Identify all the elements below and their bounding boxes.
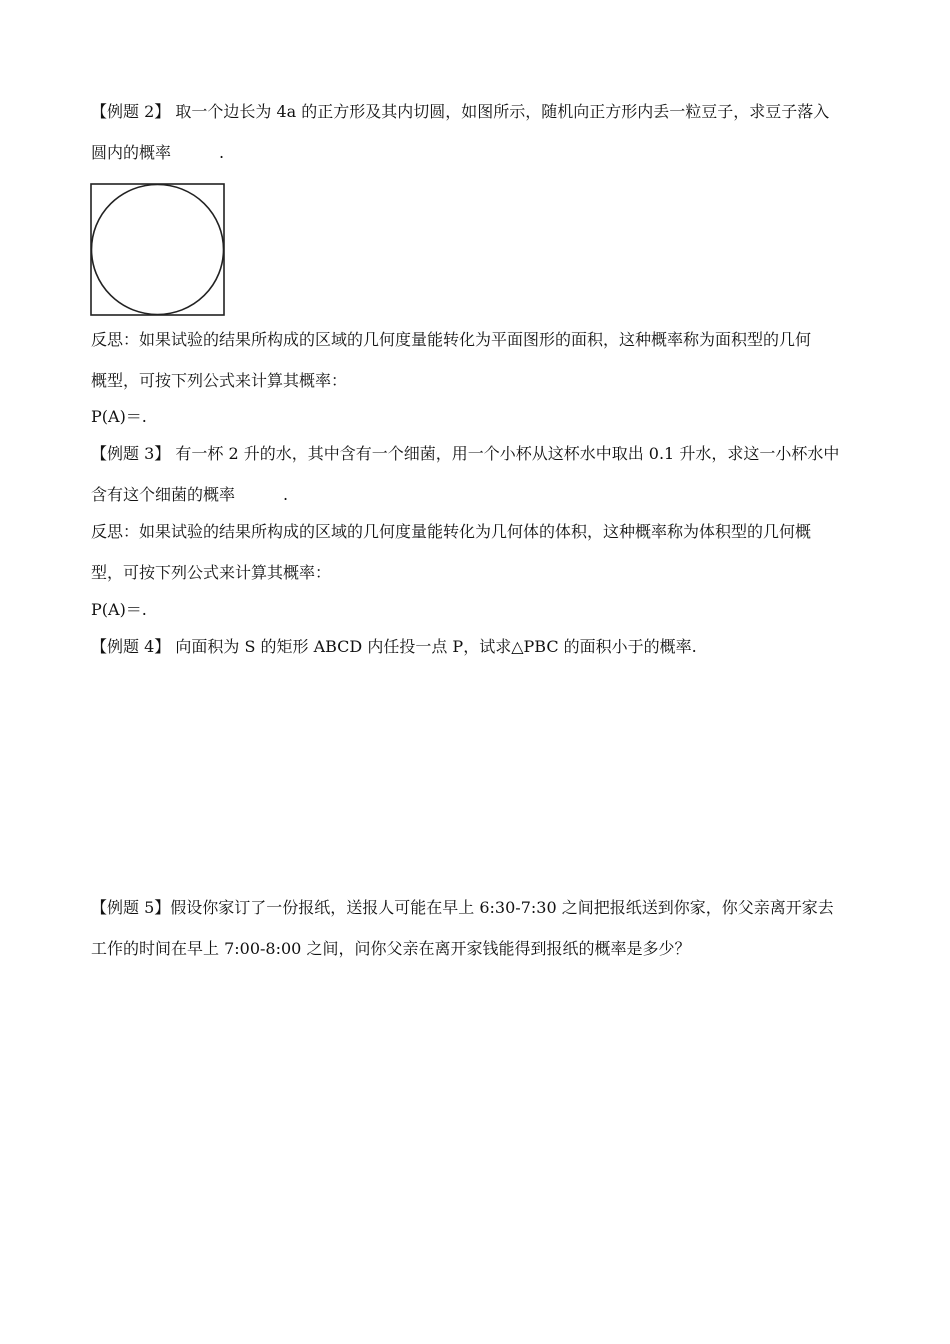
reflection1-line1: 反思：如果试验的结果所构成的区域的几何度量能转化为平面图形的面积，这种概率称为面积型的几何 bbox=[91, 330, 812, 349]
example5-question-line1: 【例题 5】假设你家订了一份报纸，送报人可能在早上 6:30-7:30 之间把报纸送到你家，你父亲离开家去 bbox=[91, 898, 834, 917]
reflection1-line2: 概型，可按下列公式来计算其概率： bbox=[91, 371, 348, 390]
reflection2-line1: 反思：如果试验的结果所构成的区域的几何度量能转化为几何体的体积，这种概率称为体积型的几何概 bbox=[91, 522, 812, 541]
reflection1-formula: P(A)＝. bbox=[91, 407, 147, 426]
example5-question-line2: 工作的时间在早上 7:00-8:00 之间，问你父亲在离开家钱能得到报纸的概率是多少？ bbox=[91, 939, 691, 958]
reflection2-formula: P(A)＝. bbox=[91, 600, 147, 619]
example2-question-line1: 【例题 2】 取一个边长为 4a 的正方形及其内切圆，如图所示，随机向正方形内丢一粒豆子，求豆子落入 bbox=[91, 102, 830, 121]
example2-question-line2: 圆内的概率 . bbox=[91, 143, 225, 162]
example4-question: 【例题 4】 向面积为 S 的矩形 ABCD 内任投一点 P，试求△PBC 的面积小于的概率. bbox=[91, 637, 697, 656]
square-with-inscribed-circle-figure bbox=[90, 183, 226, 317]
example3-question-line1: 【例题 3】 有一杯 2 升的水，其中含有一个细菌，用一个小杯从这杯水中取出 0.1 升水，求这一小杯水中 bbox=[91, 444, 840, 463]
inscribed-circle-shape bbox=[92, 185, 224, 315]
reflection2-line2: 型，可按下列公式来计算其概率： bbox=[91, 563, 332, 582]
example3-question-line2: 含有这个细菌的概率 . bbox=[91, 485, 289, 504]
